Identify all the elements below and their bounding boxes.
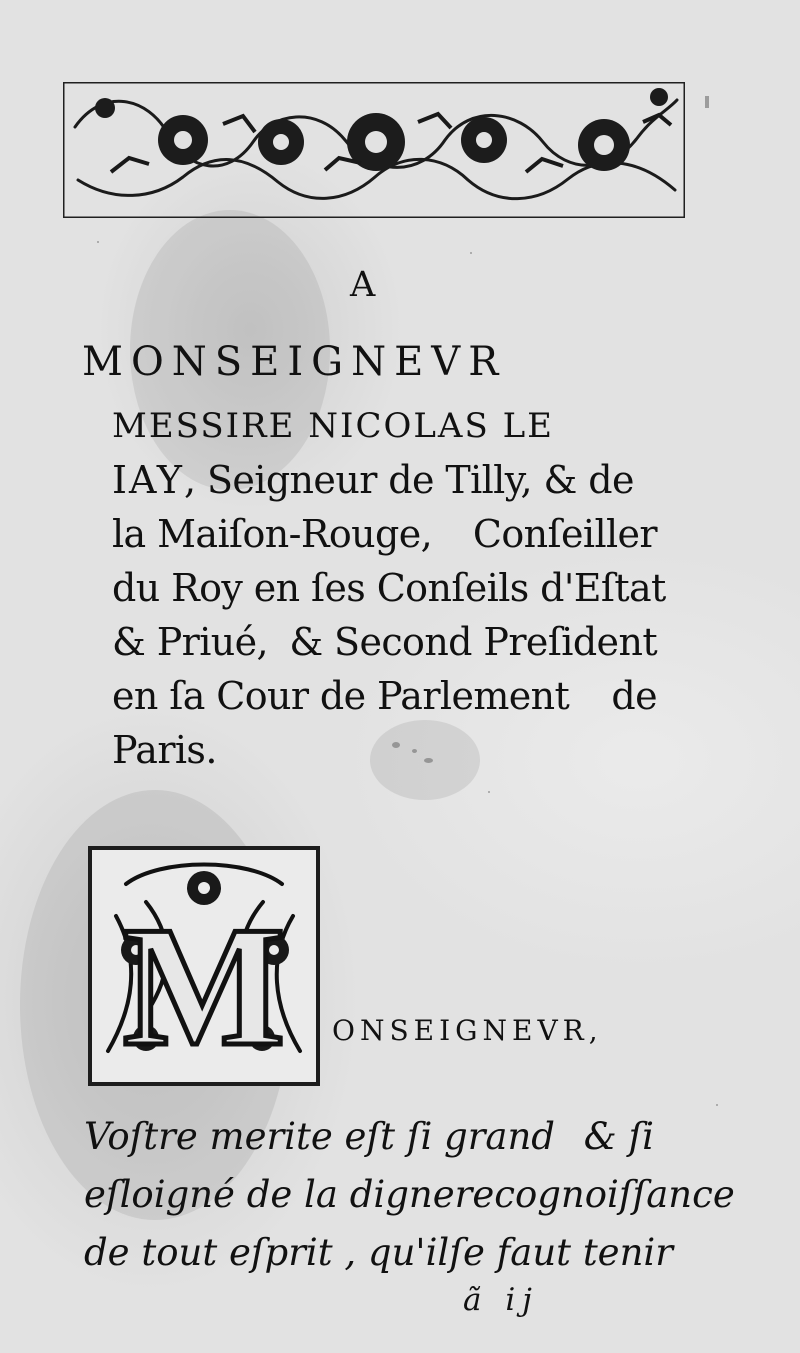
dedication-heading: A bbox=[350, 265, 379, 305]
catchword: ã ij bbox=[463, 1282, 539, 1318]
salutation bbox=[332, 1009, 603, 1048]
dedication-name-part: IAY bbox=[112, 458, 184, 502]
decorative-headpiece bbox=[63, 82, 685, 218]
italic-opening-text bbox=[84, 1108, 735, 1282]
italic-line-2b: recognoiſſance bbox=[454, 1173, 735, 1216]
dedication-line-3b: Conſeiller bbox=[472, 512, 657, 556]
floral-ornament-icon bbox=[63, 82, 685, 218]
decorated-initial bbox=[88, 846, 320, 1086]
italic-line-3b: ſe faut tenir bbox=[449, 1231, 673, 1274]
dedication-line-3 bbox=[112, 507, 657, 561]
italic-line-3 bbox=[84, 1224, 673, 1282]
italic-line-3a: de tout eſprit , qu'il bbox=[84, 1231, 450, 1274]
salutation-rest: ONSEIGNEVR, bbox=[332, 1014, 603, 1047]
dedication-line-5a: & Priué, bbox=[112, 620, 269, 664]
italic-line-1b: & ſi bbox=[583, 1115, 654, 1158]
dedication-line-6 bbox=[112, 669, 657, 723]
italic-line-1 bbox=[84, 1108, 654, 1166]
dedication-line-2 bbox=[112, 453, 657, 507]
dedication-title: MONSEIGNEVR bbox=[82, 339, 507, 385]
dedication-line-4: du Roy en ſes Conſeils d'Eſtat bbox=[112, 566, 666, 610]
dedication-line-1: MESSIRE NICOLAS LE bbox=[112, 406, 554, 446]
initial-letter: M bbox=[122, 892, 286, 1082]
dedication-line-5 bbox=[112, 615, 657, 669]
italic-line-2a: eſloigné de la digne bbox=[84, 1173, 455, 1216]
initial-m-icon bbox=[88, 846, 320, 1086]
dedication-title-part: , Seigneur de Tilly, & de bbox=[184, 458, 634, 502]
dedication-line-3a: la Maiſon-Rouge, bbox=[112, 512, 433, 556]
dedication-line-6b: de bbox=[611, 674, 657, 718]
dedication-line-6a: en ſa Cour de Parlement bbox=[112, 674, 570, 718]
dedication-line-5b: & Second Preſident bbox=[289, 620, 657, 664]
dedication-block bbox=[112, 399, 666, 777]
italic-line-1a: Voſtre merite eſt ſi grand bbox=[84, 1115, 555, 1158]
italic-line-2 bbox=[84, 1166, 735, 1224]
dedication-line-7: Paris. bbox=[112, 728, 217, 772]
